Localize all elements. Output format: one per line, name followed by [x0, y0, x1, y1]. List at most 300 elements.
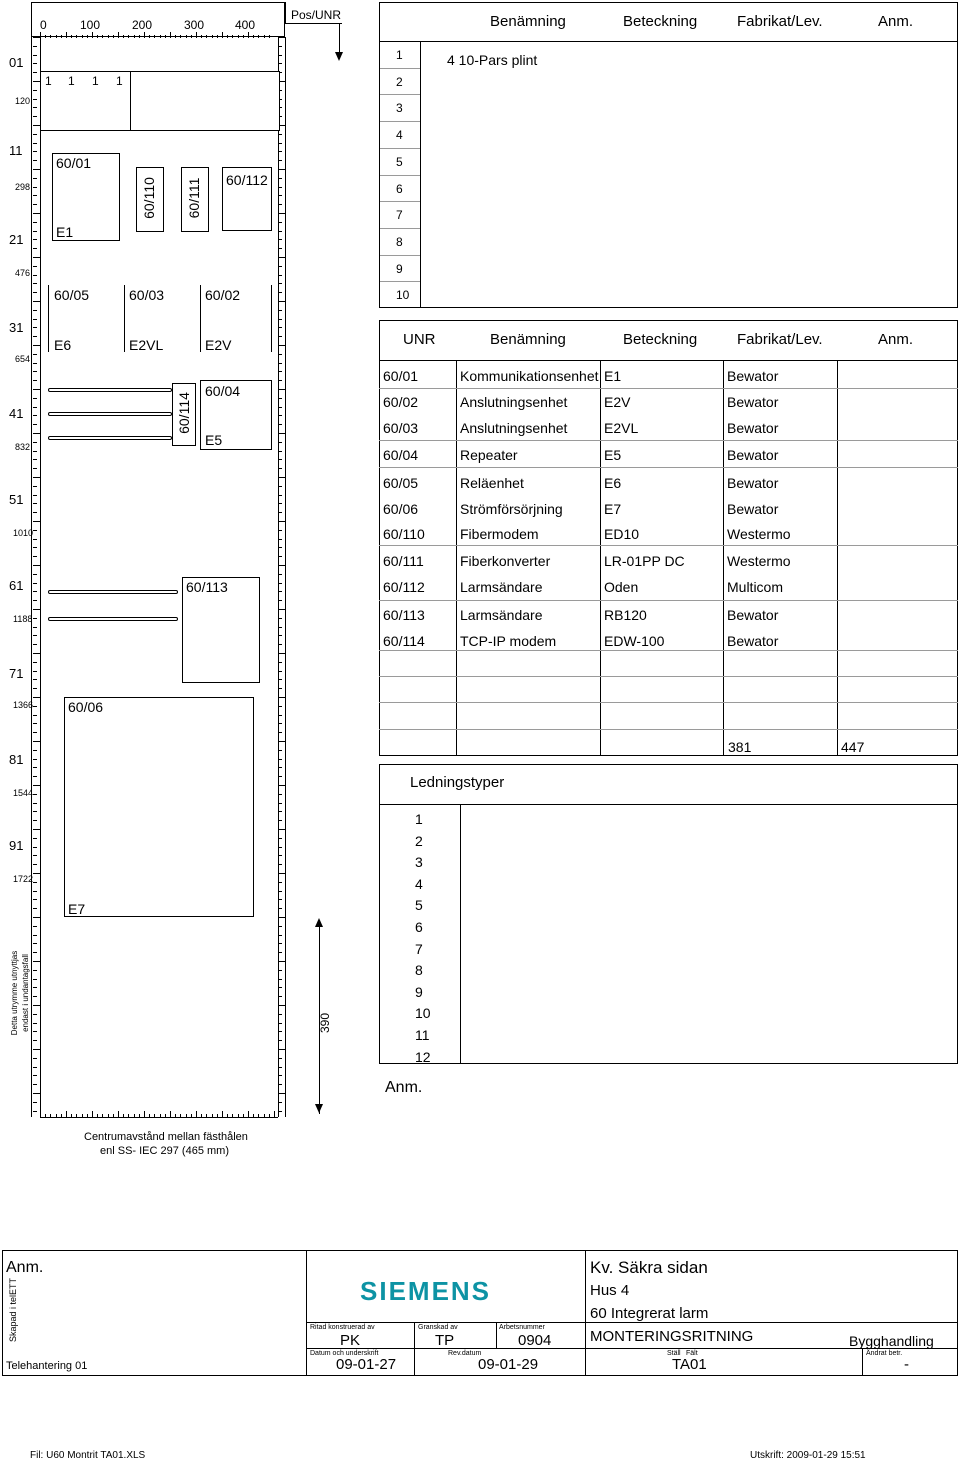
tick [243, 1114, 244, 1117]
title-block-divider-left [306, 1250, 307, 1376]
tick [128, 35, 129, 38]
tick [33, 715, 37, 716]
mm-label-832: 832 [15, 442, 31, 452]
unit-e7-label: E7 [68, 901, 86, 917]
unit-row-divider [379, 467, 958, 468]
unit-60-04-label: 60/04 [205, 383, 241, 399]
unit-row-des: ED10 [604, 526, 640, 542]
tick [278, 820, 282, 821]
plint-module-divider [130, 71, 131, 131]
tick [33, 609, 40, 610]
tick [87, 1114, 88, 1117]
cable-types-anm: Anm. [385, 1079, 423, 1096]
tick [33, 451, 37, 452]
tick [33, 319, 37, 320]
unit-col-divider-des [600, 360, 601, 756]
tick [278, 644, 282, 645]
tick [33, 583, 37, 584]
tick [278, 943, 282, 944]
cable-types-title: Ledningstyper [410, 774, 505, 791]
tick [33, 46, 37, 47]
tick [278, 495, 282, 496]
tick [278, 961, 285, 962]
tick [154, 1114, 155, 1117]
unit-dim-447: 447 [841, 739, 865, 755]
tick [278, 459, 282, 460]
title-project-line-1: Kv. Säkra sidan [590, 1258, 708, 1277]
plint-row-divider [380, 148, 420, 149]
cable-row-number: 1 [415, 811, 423, 827]
tick [278, 319, 282, 320]
tick [33, 213, 40, 214]
tick [33, 591, 37, 592]
tick [170, 32, 171, 38]
tick [102, 35, 103, 38]
title-project-line-2: Hus 4 [590, 1282, 630, 1299]
tick [278, 899, 282, 900]
tick [264, 35, 265, 38]
plint-row-number: 8 [396, 235, 403, 249]
tick [33, 1093, 40, 1094]
right-ruler-ticks [278, 37, 285, 1117]
tick [278, 178, 282, 179]
title-bygghandling: Bygghandling [849, 1333, 934, 1349]
tick [278, 750, 282, 751]
tick [33, 539, 37, 540]
unit-row-name: Fiberkonverter [460, 553, 551, 569]
tick [278, 847, 282, 848]
tick [278, 46, 282, 47]
tick [278, 151, 282, 152]
tick [175, 1114, 176, 1117]
tick [102, 1114, 103, 1117]
tick [217, 35, 218, 38]
tick [186, 35, 187, 38]
plint-row-number: 1 [396, 48, 403, 62]
left-ruler-ticks [33, 37, 41, 1117]
tick [33, 776, 37, 777]
cable-types-col-divider [460, 804, 461, 1064]
tick [278, 283, 282, 284]
din-rail-3 [48, 436, 172, 440]
plint-row-number: 4 [396, 128, 403, 142]
tick [33, 873, 40, 874]
tick [278, 292, 282, 293]
title-revdatum-value: 09-01-29 [478, 1356, 539, 1373]
tick [33, 908, 37, 909]
right-ruler-line [285, 37, 286, 1117]
caption-line2: enl SS- IEC 297 (465 mm) [100, 1145, 229, 1157]
dimension-390-arrow-down [315, 1104, 323, 1113]
tick [33, 486, 37, 487]
tick [278, 354, 282, 355]
tick [33, 891, 37, 892]
unit-row-mfr: Bewator [727, 447, 779, 463]
unit-row-name: Reläenhet [460, 475, 524, 491]
tick [134, 35, 135, 38]
title-datum-value: 09-01-27 [336, 1356, 397, 1373]
tick [278, 741, 285, 742]
tick [33, 627, 37, 628]
pos-unr-arrow-shaft [339, 24, 340, 52]
tick [33, 90, 37, 91]
tick [278, 547, 282, 548]
plint-one-1: 1 [45, 74, 52, 88]
tick [278, 715, 282, 716]
tick [118, 1111, 119, 1117]
unit-e2vl-label: E2VL [129, 337, 164, 353]
tick [33, 917, 40, 918]
plint-header-benamning: Benämning [490, 13, 566, 30]
tick [278, 187, 282, 188]
tick [33, 987, 37, 988]
tick [33, 1005, 40, 1006]
plint-row-number: 7 [396, 208, 403, 222]
unit-header-anm: Anm. [878, 331, 914, 348]
tick [144, 1111, 145, 1117]
tick [160, 1114, 161, 1117]
unit-60-111-label: 60/111 [186, 177, 202, 219]
unit-60-01-label: 60/01 [56, 155, 92, 171]
tick [278, 829, 285, 830]
tick [186, 1114, 187, 1117]
tick [123, 1114, 124, 1117]
tick [66, 32, 67, 38]
tick [278, 37, 285, 38]
bottom-scale-line [40, 1117, 278, 1118]
tick [278, 1093, 285, 1094]
tick [33, 442, 37, 443]
plint-row-divider [380, 94, 420, 95]
tick [33, 1058, 37, 1059]
unit-row-name: Anslutningsenhet [460, 420, 568, 436]
tick [61, 1114, 62, 1117]
tick [33, 195, 37, 196]
tick [33, 503, 37, 504]
tick [33, 354, 37, 355]
tick [278, 952, 282, 953]
tick [253, 35, 254, 38]
tick [33, 935, 37, 936]
tick [33, 143, 37, 144]
cable-row-number: 7 [415, 941, 423, 957]
tick [278, 1075, 282, 1076]
tick [278, 1023, 282, 1024]
ruler-label-400: 400 [235, 18, 256, 32]
tick [33, 688, 37, 689]
unit-60-110-label: 60/110 [141, 177, 157, 219]
tick [33, 979, 37, 980]
tick [33, 723, 37, 724]
tick [278, 468, 282, 469]
tick [33, 1040, 37, 1041]
tick [278, 424, 282, 425]
tick [50, 1114, 51, 1117]
ruler-label-200: 200 [132, 18, 153, 32]
cable-row-number: 3 [415, 854, 423, 870]
unit-dim-381: 381 [728, 739, 752, 755]
tick [278, 996, 282, 997]
unit-row-divider [379, 650, 958, 651]
tick [33, 750, 37, 751]
tick [278, 398, 282, 399]
unit-e2v-label: E2V [205, 337, 232, 353]
unit-row-mfr: Bewator [727, 607, 779, 623]
tick [33, 961, 40, 962]
mm-label-1544: 1544 [13, 788, 34, 798]
bottom-scale-ticks [40, 1111, 278, 1117]
dimension-390-label: 390 [318, 1012, 333, 1034]
tick [134, 1114, 135, 1117]
unit-row-unr: 60/113 [383, 607, 425, 623]
tick [33, 1075, 37, 1076]
tick [278, 574, 282, 575]
tick [278, 363, 282, 364]
tick [33, 864, 37, 865]
dimension-390-arrow-up [315, 918, 323, 927]
tick [232, 1114, 233, 1117]
tick [113, 1114, 114, 1117]
tick [149, 35, 150, 38]
tick [97, 1114, 98, 1117]
tick [33, 495, 37, 496]
tick [33, 187, 37, 188]
tick [269, 1114, 270, 1117]
tick [278, 433, 285, 434]
tick [278, 882, 282, 883]
row-label-01: 01 [9, 55, 24, 70]
tick [33, 204, 37, 205]
tick [278, 785, 285, 786]
tick [33, 81, 40, 82]
tick [139, 1114, 140, 1117]
unit-header-beteckning: Beteckning [623, 331, 698, 348]
plint-header-fabrikat: Fabrikat/Lev. [737, 13, 823, 30]
tick [278, 389, 285, 390]
tick [278, 512, 282, 513]
tick [278, 530, 282, 531]
left-ruler-line [31, 37, 32, 1117]
din-rail-1 [48, 388, 172, 392]
tick [278, 688, 282, 689]
tick [33, 1102, 37, 1103]
tick [33, 292, 37, 293]
plint-module-box [40, 71, 280, 131]
tick [33, 169, 40, 170]
tick [33, 521, 40, 522]
title-anm: Anm. [6, 1259, 44, 1276]
tick [33, 635, 37, 636]
mm-label-1722: 1722 [13, 874, 34, 884]
tick [258, 1114, 259, 1117]
tick [248, 1111, 249, 1117]
unit-row-mfr: Bewator [727, 475, 779, 491]
tick [33, 829, 40, 830]
unit-row-des: E1 [604, 368, 622, 384]
tick [33, 327, 37, 328]
title-ritad-label: Ritad konstruerad av [310, 1324, 375, 1331]
tick [238, 35, 239, 38]
plint-row-divider [380, 281, 420, 282]
row-label-41: 41 [9, 406, 24, 421]
tick [87, 35, 88, 38]
tick [33, 239, 37, 240]
tick [33, 618, 37, 619]
tick [71, 1114, 72, 1117]
title-project-line-4: MONTERINGSRITNING [590, 1328, 754, 1345]
title-telehantering: Telehantering 01 [6, 1360, 88, 1372]
tick [278, 275, 282, 276]
tick [33, 222, 37, 223]
tick [33, 952, 37, 953]
mm-label-298: 298 [15, 182, 31, 192]
tick [33, 847, 37, 848]
title-block-divider-ritad [414, 1322, 415, 1376]
tick [278, 926, 282, 927]
tick [278, 407, 282, 408]
unit-row-des: E5 [604, 447, 622, 463]
tick [196, 1111, 197, 1117]
tick [274, 1111, 275, 1117]
tick [33, 671, 37, 672]
unit-row-des: E6 [604, 475, 622, 491]
tick [33, 363, 37, 364]
tick [278, 1102, 282, 1103]
unit-header-fabrikat: Fabrikat/Lev. [737, 331, 823, 348]
unit-60-05-label: 60/05 [54, 287, 90, 303]
tick [33, 72, 37, 73]
mm-label-1188: 1188 [13, 614, 33, 624]
tick [33, 301, 40, 302]
title-granskad-label: Granskad av [418, 1324, 458, 1331]
tick [92, 32, 93, 38]
unit-row-unr: 60/01 [383, 368, 419, 384]
unit-col-divider-anm [837, 360, 838, 756]
tick [33, 547, 37, 548]
tick [144, 32, 145, 38]
tick [118, 32, 119, 38]
tick [33, 468, 37, 469]
tick [248, 32, 249, 38]
unit-row-mfr: Multicom [727, 579, 784, 595]
tick [33, 1084, 37, 1085]
unit-row-mfr: Bewator [727, 368, 779, 384]
plint-row-number: 10 [396, 288, 410, 302]
tick [33, 345, 40, 346]
unit-col-divider-mfr [723, 360, 724, 756]
tick [278, 521, 285, 522]
tick [56, 1114, 57, 1117]
tick [180, 1114, 181, 1117]
tick [278, 55, 282, 56]
tick [278, 539, 282, 540]
tick [278, 600, 282, 601]
tick [278, 662, 282, 663]
tick [33, 231, 37, 232]
tick [278, 477, 285, 478]
unit-row-name: Strömförsörjning [460, 501, 563, 517]
mm-label-1010: 1010 [13, 528, 34, 538]
tick [278, 759, 282, 760]
tick [278, 1040, 282, 1041]
tick [278, 1031, 282, 1032]
unit-row-des: E7 [604, 501, 622, 517]
tick [165, 35, 166, 38]
plint-header-divider [379, 41, 958, 42]
unit-header-benamning: Benämning [490, 331, 566, 348]
tick [278, 838, 282, 839]
tick [278, 767, 282, 768]
unit-row-unr: 60/114 [383, 633, 425, 649]
unit-row-unr: 60/111 [383, 553, 424, 569]
pos-unr-label: Pos/UNR [291, 8, 342, 22]
tick [108, 1114, 109, 1117]
side-note-line1: Detta utrymme utnyttjas [10, 950, 19, 1036]
title-block-divider-granskad [496, 1322, 497, 1348]
row-label-51: 51 [9, 492, 24, 507]
unit-row-des: E2VL [604, 420, 639, 436]
tick [278, 63, 282, 64]
tick [278, 679, 282, 680]
tick [33, 899, 37, 900]
tick [212, 1114, 213, 1117]
tick [76, 1114, 77, 1117]
unit-row-divider-2 [200, 285, 201, 352]
tick [278, 380, 282, 381]
tick [82, 35, 83, 38]
mm-label-1366: 1366 [13, 700, 34, 710]
tick [278, 776, 282, 777]
tick [33, 811, 37, 812]
plint-one-2: 1 [68, 74, 75, 88]
tick [33, 63, 37, 64]
unit-row-mfr: Bewator [727, 394, 779, 410]
tick [278, 618, 282, 619]
title-block-mid-line-1 [306, 1322, 958, 1323]
tick [278, 864, 282, 865]
footer-file: Fil: U60 Montrit TA01.XLS [30, 1450, 146, 1461]
tick [108, 35, 109, 38]
tick [232, 35, 233, 38]
unit-row-name: TCP-IP modem [460, 633, 557, 649]
tick [278, 222, 282, 223]
tick [33, 283, 37, 284]
tick [128, 1114, 129, 1117]
tick [33, 160, 37, 161]
unit-60-06 [64, 697, 254, 917]
unit-row-des: Oden [604, 579, 639, 595]
caption-line1: Centrumavstånd mellan fästhålen [84, 1131, 248, 1143]
unit-row-divider [379, 676, 958, 677]
tick [33, 415, 37, 416]
unit-row-unr: 60/110 [383, 526, 425, 542]
tick [33, 644, 37, 645]
tick [278, 415, 282, 416]
title-block-divider-right [862, 1348, 863, 1376]
unit-row-mfr: Bewator [727, 633, 779, 649]
tick [227, 1114, 228, 1117]
unit-row-des: E2V [604, 394, 631, 410]
tick [278, 706, 282, 707]
tick [33, 99, 37, 100]
tick [170, 1111, 171, 1117]
tick [33, 803, 37, 804]
tick [201, 35, 202, 38]
tick [33, 697, 40, 698]
tick [269, 35, 270, 38]
unit-60-02-label: 60/02 [205, 287, 241, 303]
plint-row-divider [380, 121, 420, 122]
